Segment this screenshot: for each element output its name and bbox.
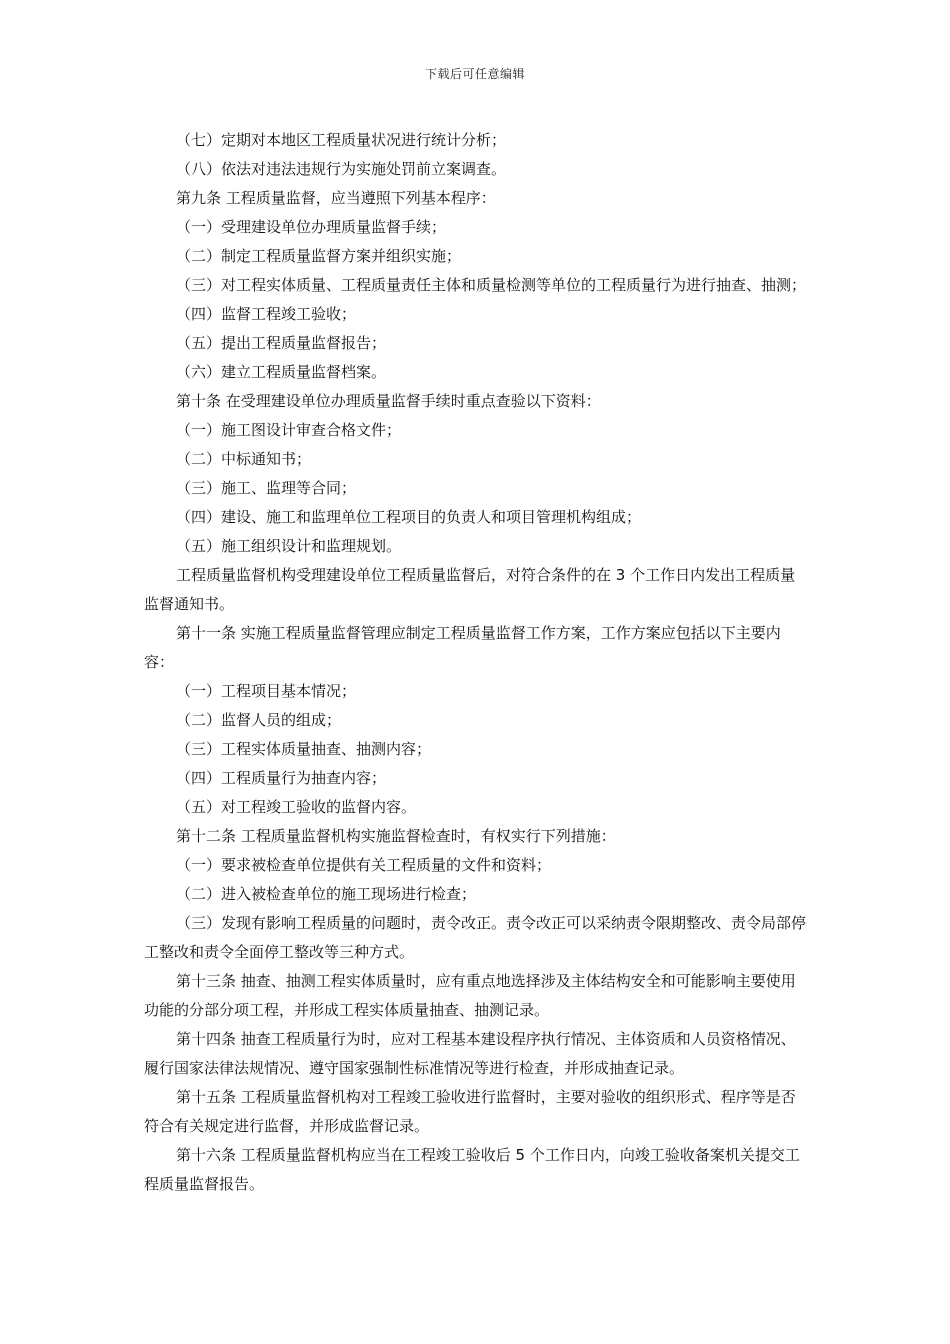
paragraph: （五）对工程竣工验收的监督内容。	[176, 798, 417, 816]
paragraph: （四）监督工程竣工验收；	[176, 305, 357, 323]
paragraph: 第九条 工程质量监督，应当遵照下列基本程序：	[176, 189, 496, 207]
paragraph: 第十三条 抽查、抽测工程实体质量时，应有重点地选择涉及主体结构安全和可能影响主要使用功能的分部分项工程，并形成工程实体质量抽查、抽测记录。	[144, 972, 796, 1019]
paragraph: 第十条 在受理建设单位办理质量监督手续时重点查验以下资料：	[176, 392, 601, 410]
paragraph: （七）定期对本地区工程质量状况进行统计分析；	[176, 131, 507, 149]
paragraph: （一）受理建设单位办理质量监督手续；	[176, 218, 447, 236]
paragraph: （三）对工程实体质量、工程质量责任主体和质量检测等单位的工程质量行为进行抽查、抽测；	[176, 276, 807, 294]
paragraph: （二）制定工程质量监督方案并组织实施；	[176, 247, 462, 265]
paragraph: （一）工程项目基本情况；	[176, 682, 357, 700]
paragraph: （三）工程实体质量抽查、抽测内容；	[176, 740, 432, 758]
paragraph: 第十五条 工程质量监督机构对工程竣工验收进行监督时，主要对验收的组织形式、程序等是否符合有关规定进行监督，并形成监督记录。	[144, 1088, 796, 1135]
paragraph: （三）施工、监理等合同；	[176, 479, 357, 497]
paragraph: 第十一条 实施工程质量监督管理应制定工程质量监督工作方案，工作方案应包括以下主要内容：	[144, 624, 781, 671]
paragraph: 第十二条 工程质量监督机构实施监督检查时，有权实行下列措施：	[176, 827, 616, 845]
paragraph: （一）施工图设计审查合格文件；	[176, 421, 402, 439]
paragraph: （六）建立工程质量监督档案。	[176, 363, 387, 381]
paragraph: （四）工程质量行为抽查内容；	[176, 769, 387, 787]
paragraph: 第十六条 工程质量监督机构应当在工程竣工验收后 5 个工作日内，向竣工验收备案机关提交工程质量监督报告。	[144, 1146, 800, 1193]
paragraph: （三）发现有影响工程质量的问题时，责令改正。责令改正可以采纳责令限期整改、责令局部停工整改和责令全面停工整改等三种方式。	[144, 914, 807, 961]
paragraph: （五）施工组织设计和监理规划。	[176, 537, 402, 555]
page-header: 下载后可任意编辑	[424, 67, 525, 81]
paragraph: （二）中标通知书；	[176, 450, 312, 468]
paragraph: 第十四条 抽查工程质量行为时，应对工程基本建设程序执行情况、主体资质和人员资格情况、履行国家法律法规情况、遵守国家强制性标准情况等进行检查，并形成抽查记录。	[144, 1030, 796, 1077]
paragraph: （四）建设、施工和监理单位工程项目的负责人和项目管理机构组成；	[176, 508, 642, 526]
paragraph: （五）提出工程质量监督报告；	[176, 334, 387, 352]
paragraph: 工程质量监督机构受理建设单位工程质量监督后，对符合条件的在 3 个工作日内发出工程质量监督通知书。	[144, 566, 796, 613]
paragraph: （二）进入被检查单位的施工现场进行检查；	[176, 885, 477, 903]
paragraph: （二）监督人员的组成；	[176, 711, 342, 729]
paragraph: （八）依法对违法违规行为实施处罚前立案调查。	[176, 160, 507, 178]
paragraph: （一）要求被检查单位提供有关工程质量的文件和资料；	[176, 856, 552, 874]
document-body	[144, 126, 810, 1199]
